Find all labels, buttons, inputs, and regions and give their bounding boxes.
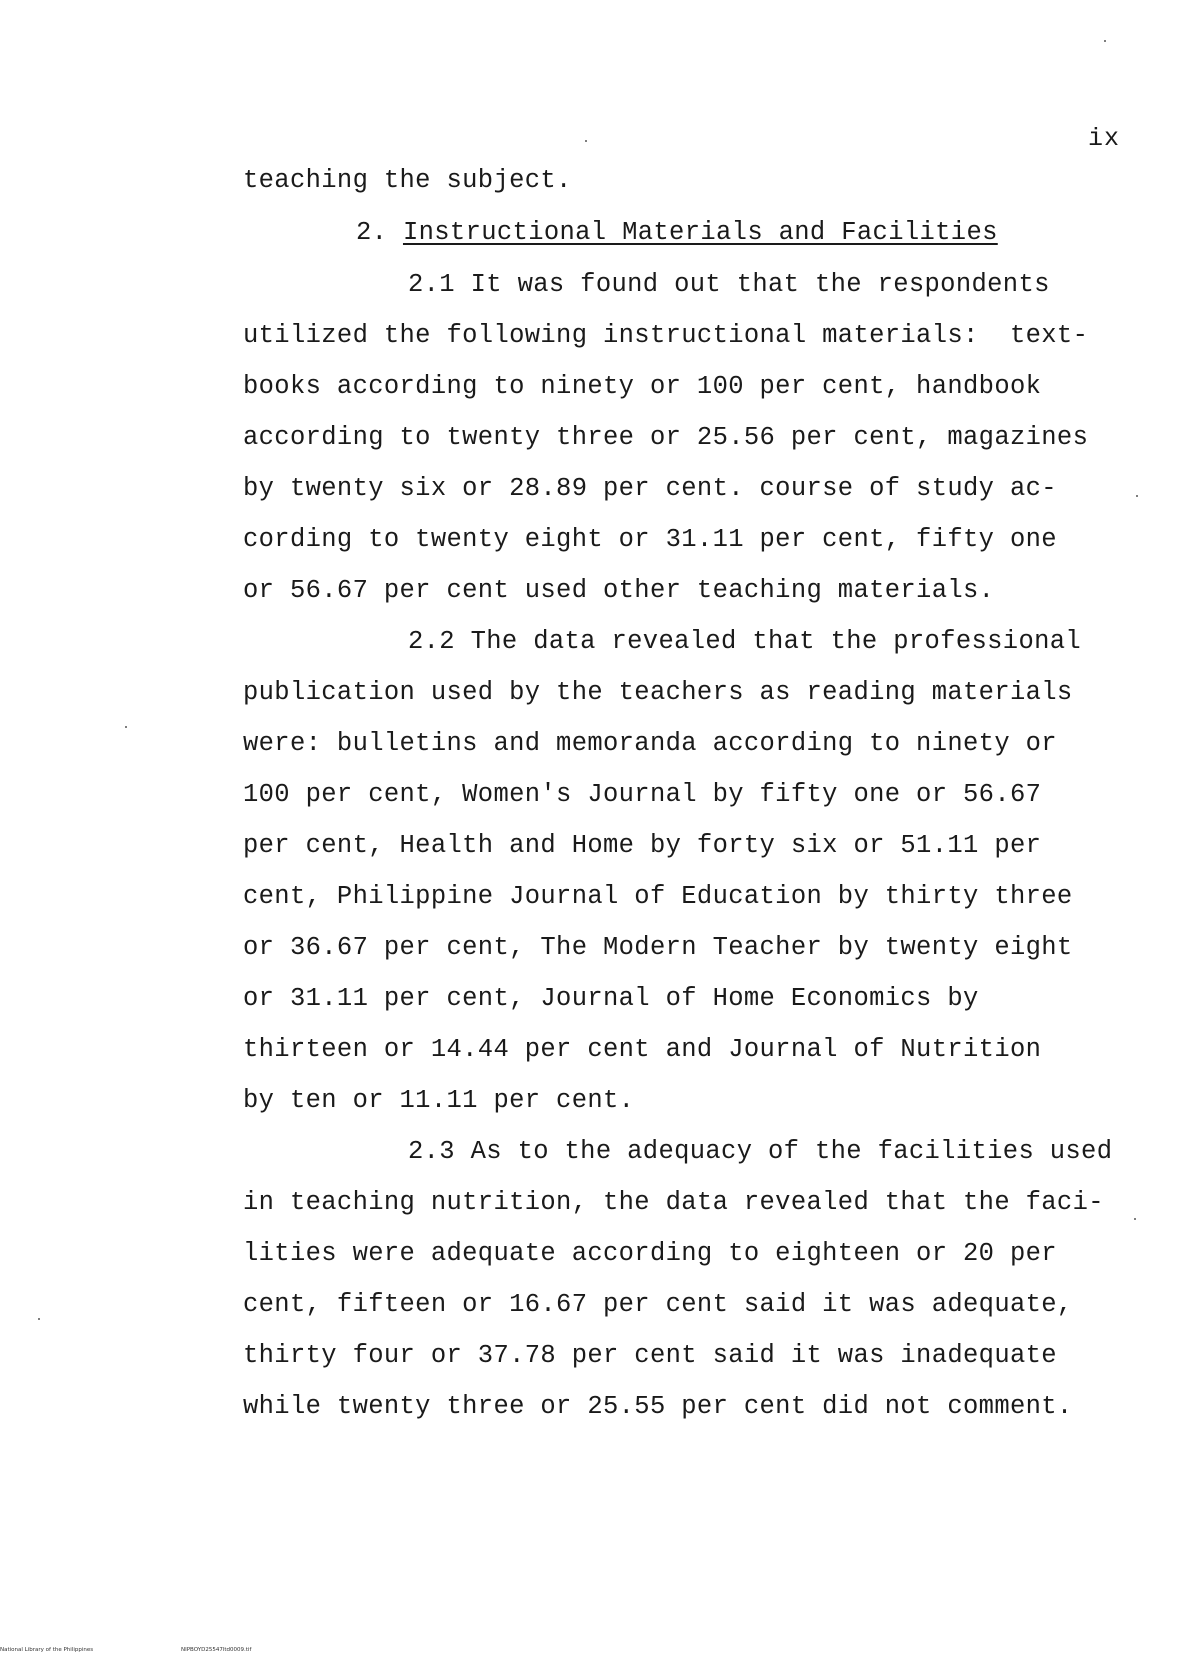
scan-speck — [1134, 1218, 1136, 1220]
text-line: books according to ninety or 100 per cent, handbook — [243, 372, 1042, 401]
text-line: in teaching nutrition, the data revealed that the faci- — [243, 1188, 1104, 1217]
section-heading — [356, 218, 998, 248]
scan-speck — [585, 140, 587, 142]
page-number: ix — [1088, 124, 1121, 153]
text-line: or 31.11 per cent, Journal of Home Economics by — [243, 984, 979, 1013]
scan-speck — [125, 726, 127, 728]
text-line: cent, Philippine Journal of Education by thirty three — [243, 882, 1073, 911]
text-line: while twenty three or 25.55 per cent did not comment. — [243, 1392, 1073, 1421]
footer-credit: National Library of the Philippines — [0, 1647, 94, 1653]
text-line: or 56.67 per cent used other teaching materials. — [243, 576, 995, 605]
text-line: per cent, Health and Home by forty six or 51.11 per — [243, 831, 1042, 860]
text-line: or 36.67 per cent, The Modern Teacher by twenty eight — [243, 933, 1073, 962]
text-line: utilized the following instructional materials: text- — [243, 321, 1089, 350]
text-line: 2.3 As to the adequacy of the facilities used — [408, 1137, 1113, 1166]
footer-file-id: NIPBOYD25547ltd0009.tif — [181, 1647, 252, 1653]
scan-speck — [1136, 495, 1138, 497]
text-line: by ten or 11.11 per cent. — [243, 1086, 635, 1115]
scan-speck — [1104, 40, 1106, 42]
section-heading-number: 2. — [356, 218, 388, 247]
section-heading-title: Instructional Materials and Facilities — [402, 218, 998, 247]
text-line: were: bulletins and memoranda according to ninety or — [243, 729, 1057, 758]
text-line: cording to twenty eight or 31.11 per cent, fifty one — [243, 525, 1057, 554]
text-line: thirty four or 37.78 per cent said it was inadequate — [243, 1341, 1057, 1370]
text-line: teaching the subject. — [243, 166, 572, 195]
text-line: 2.2 The data revealed that the professional — [408, 627, 1082, 656]
scan-speck — [38, 1318, 40, 1320]
text-line: 100 per cent, Women's Journal by fifty one or 56.67 — [243, 780, 1042, 809]
text-line: by twenty six or 28.89 per cent. course of study ac- — [243, 474, 1057, 503]
text-line: cent, fifteen or 16.67 per cent said it was adequate, — [243, 1290, 1073, 1319]
text-line: 2.1 It was found out that the respondents — [408, 270, 1050, 299]
text-line: thirteen or 14.44 per cent and Journal of Nutrition — [243, 1035, 1042, 1064]
text-line: publication used by the teachers as reading materials — [243, 678, 1073, 707]
text-line: according to twenty three or 25.56 per cent, magazines — [243, 423, 1089, 452]
text-line: lities were adequate according to eighteen or 20 per — [243, 1239, 1057, 1268]
